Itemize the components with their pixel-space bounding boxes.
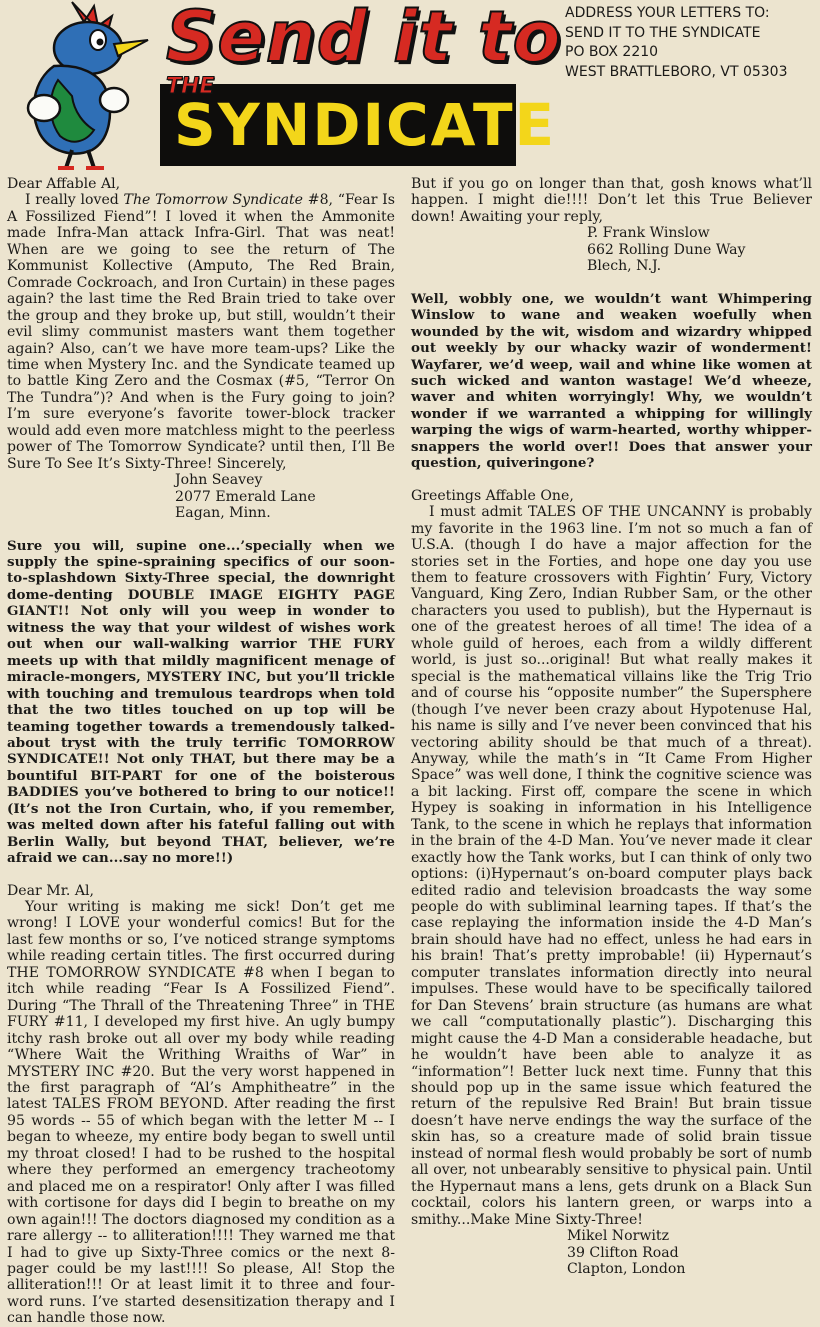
signature-line: 39 Clifton Road [567, 1244, 679, 1261]
letter3-body: I must admit TALES OF THE UNCANNY is probably my favorite in the 1963 line. I’m not so much a fan of U.S.A. (though I do have a major affection for the stories set in the Forties, and hope one day you use them to feature crossovers with Fightin’ Fury, Victory Vanguard, King Zero, Indian Rubber Sam, or the other characters you used to publish), but the Hypernaut is one of the greatest heroes of all time! The idea of a whole guild of heroes, each from a wildly different world, is just so...original! But what really makes it special is the mathematical villains like the Trig Trio and of course his “opposite number” the Supersphere (though I’ve never been crazy about Hypotenuse Hal, his name is silly and I’ve never been convinced that his vectoring ability should be that much of a threat). Anyway, while the math’s in “It Came From Higher Space” was well done, I think the cognitive science was a bit lacking. First off, compare the scene in which Hypey is soaking in information in his Intelligence Tank, to the scene in which he replays that information in the brain of the 4-D Man. You’ve never made it clear exactly how the Tank works, but I can think of only two options: (i)Hypernaut’s on-board computer plays back edited radio and television broadcasts the way some people do with subliminal learning tapes. If that’s the case replaying the information inside the 4-D Man’s brain should have had no effect, unless he had ears in his brain! That’s pretty improbable! (ii) Hypernaut’s computer translates information directly into neural impulses. These would have to be specifically tailored for Dan Stevens’ brain structure (as humans are what we call “computationally plastic”). Discharging this might cause the 4-D Man a considerable headache, but he wouldn’t have been able to analyze it as “information”! Better luck next time. Funny that this should pop up in the same issue which featured the return of the repulsive Red Brain! But brain tissue doesn’t have nerve endings the way the surface of the skin has, so a creature made of solid brain tissue instead of normal flesh would probably be sort of numb all over, not unbearably sensitive to physical pain. Until the Hypernaut mans a lens, gets drunk on a Black Sun cocktail, colors his lantern green, or warps into a smithy...Make Mine Sixty-Three! [411, 504, 812, 1228]
signature-line: Mikel Norwitz [567, 1228, 670, 1245]
signature-line: John Seavey [175, 472, 263, 489]
letter3-greeting: Greetings Affable One, [411, 487, 574, 504]
signature-line: 2077 Emerald Lane [175, 488, 316, 505]
letter2-body: Your writing is making me sick! Don’t get me wrong! I LOVE your wonderful comics! But for the last few months or so, I’ve noticed strange symptoms while reading certain titles. The first occurred during THE TOMORROW SYNDICATE #8 when I began to itch while reading “Fear Is A Fossilized Fiend”. During “The Thrall of the Threatening Three” in THE FURY #11, I developed my first hive. An ugly bumpy itchy rash broke out all over my body while reading “Where Wait the Writhing Wraiths of War” in MYSTERY INC #20. But the very worst happened in the first paragraph of “Al’s Amphitheatre” in the latest TALES FROM BEYOND. After reading the first 95 words -- 55 of which began with the letter M -- I began to wheeze, my entire body began to swell until my throat closed! I had to be rushed to the hospital where they performed an emergency tracheotomy and placed me on a respirator! Only after I was filled with cortisone for days did I begin to breathe on my own again!!! The doctors diagnosed my condition as a rare allergy -- to alliteration!!!! They warned me that I had to give up Sixty-Three comics or the next 8-pager could be my last!!!! So please, Al! Stop the alliteration!!! Or at least limit it to three and four-word runs. I’ve started desensitization therapy and I can handle those now. [7, 899, 395, 1327]
letter2-editor-reply: Well, wobbly one, we wouldn’t want Whimpering Winslow to wane and weaken woefully when wounded by the wit, wisdom and wizardry whipped out weekly by our whacky wazir of wonderment! Wayfarer, we’d weep, wail and whine like women at such wicked and wanton wastage! We’d wheeze, waver and whiten worryingly! Why, we wouldn’t wonder if we warranted a whipping for willingly warping the wigs of warm-hearted, worthy whipper-snappers the world over!! Does that answer your question, quiveringone? [411, 290, 812, 472]
address-line: WEST BRATTLEBORO, VT 05303 [565, 63, 788, 80]
woodpecker-mascot-icon [14, 0, 174, 172]
signature-line: Blech, N.J. [587, 258, 662, 275]
title-syndicate: SYNDICATE [174, 91, 557, 159]
letter1-greeting: Dear Affable Al, [7, 176, 121, 192]
letter1-signature [7, 472, 395, 521]
left-column [7, 176, 395, 1327]
letter2-greeting: Dear Mr. Al, [7, 882, 95, 899]
signature-line: 662 Rolling Dune Way [587, 241, 746, 258]
letter2-signature [411, 225, 812, 274]
signature-line: P. Frank Winslow [587, 225, 710, 242]
right-column [411, 176, 812, 1277]
letter1-editor-reply: Sure you will, supine one...’specially when we supply the spine-spraining specifics of our soon-to-splashdown Sixty-Three special, the downright dome-denting DOUBLE IMAGE EIGHTY PAGE GIANT!! Not only will you weep in wonder to witness the way that your wildest of wishes work out when our wall-walking warrior THE FURY meets up with that mildly magnificent menage of miracle-mongers, MYSTERY INC, but you’ll trickle with touching and tremulous teardrops when told that the two titles touched on up top will be teaming together towards a tremendously talked-about tryst with the truly terrific TOMORROW SYNDICATE!! Not only THAT, but there may be a bountiful BIT-PART for one of the boisterous BADDIES you’ve bothered to bring to our notice!! (It’s not the Iron Curtain, who, if you remember, was melted down after his fateful falling out with Berlin Wally, but beyond THAT, believer, we’re afraid we can...say no more!!) [7, 537, 395, 867]
address-line: PO BOX 2210 [565, 44, 659, 60]
letter1-issue-ref: The Tomorrow Syndicate [123, 192, 304, 209]
signature-line: Eagan, Minn. [175, 505, 271, 522]
header-logo [14, 0, 562, 172]
title-the: THE [166, 74, 215, 99]
letter3-signature [411, 1228, 812, 1277]
address-line: ADDRESS YOUR LETTERS TO: [565, 5, 770, 21]
title-send-it-to: Send it to [166, 0, 562, 78]
letter1-body-a: I really loved [25, 192, 124, 209]
letter1-body [7, 192, 395, 472]
address-line: SEND IT TO THE SYNDICATE [565, 24, 761, 41]
letter2-body-continued: But if you go on longer than that, gosh knows what’ll happen. I might die!!!! Don’t let this True Believer down! Awaiting your reply, [411, 176, 812, 225]
signature-line: Clapton, London [567, 1261, 686, 1277]
letter1-body-b: #8, “Fear Is A Fossilized Fiend”! I loved it when the Ammonite made Infra-Man attack Infra-Girl. That was neat! When are we going to see the return of The Kommunist Kollective (Amputo, The Red Brain, Comrade Cockroach, and Iron Curtain) in these pages again? the last time the Red Brain tried to take over the group and they broke up, but still, wouldn’t their evil slimy communist masters want them together again? Also, can’t we have more team-ups? Like the time when Mystery Inc. and the Syndicate teamed up to battle King Zero and the Cosmax (#5, “Terror On The Tundra”)? And when is the Fury going to join? I’m sure everyone’s favorite tower-block tracker would add even more matchless might to the peerless power of The Tomorrow Syndicate? until then, I’ll Be Sure To See It’s Sixty-Three! Sincerely, [7, 192, 395, 472]
mailing-address [565, 4, 815, 82]
